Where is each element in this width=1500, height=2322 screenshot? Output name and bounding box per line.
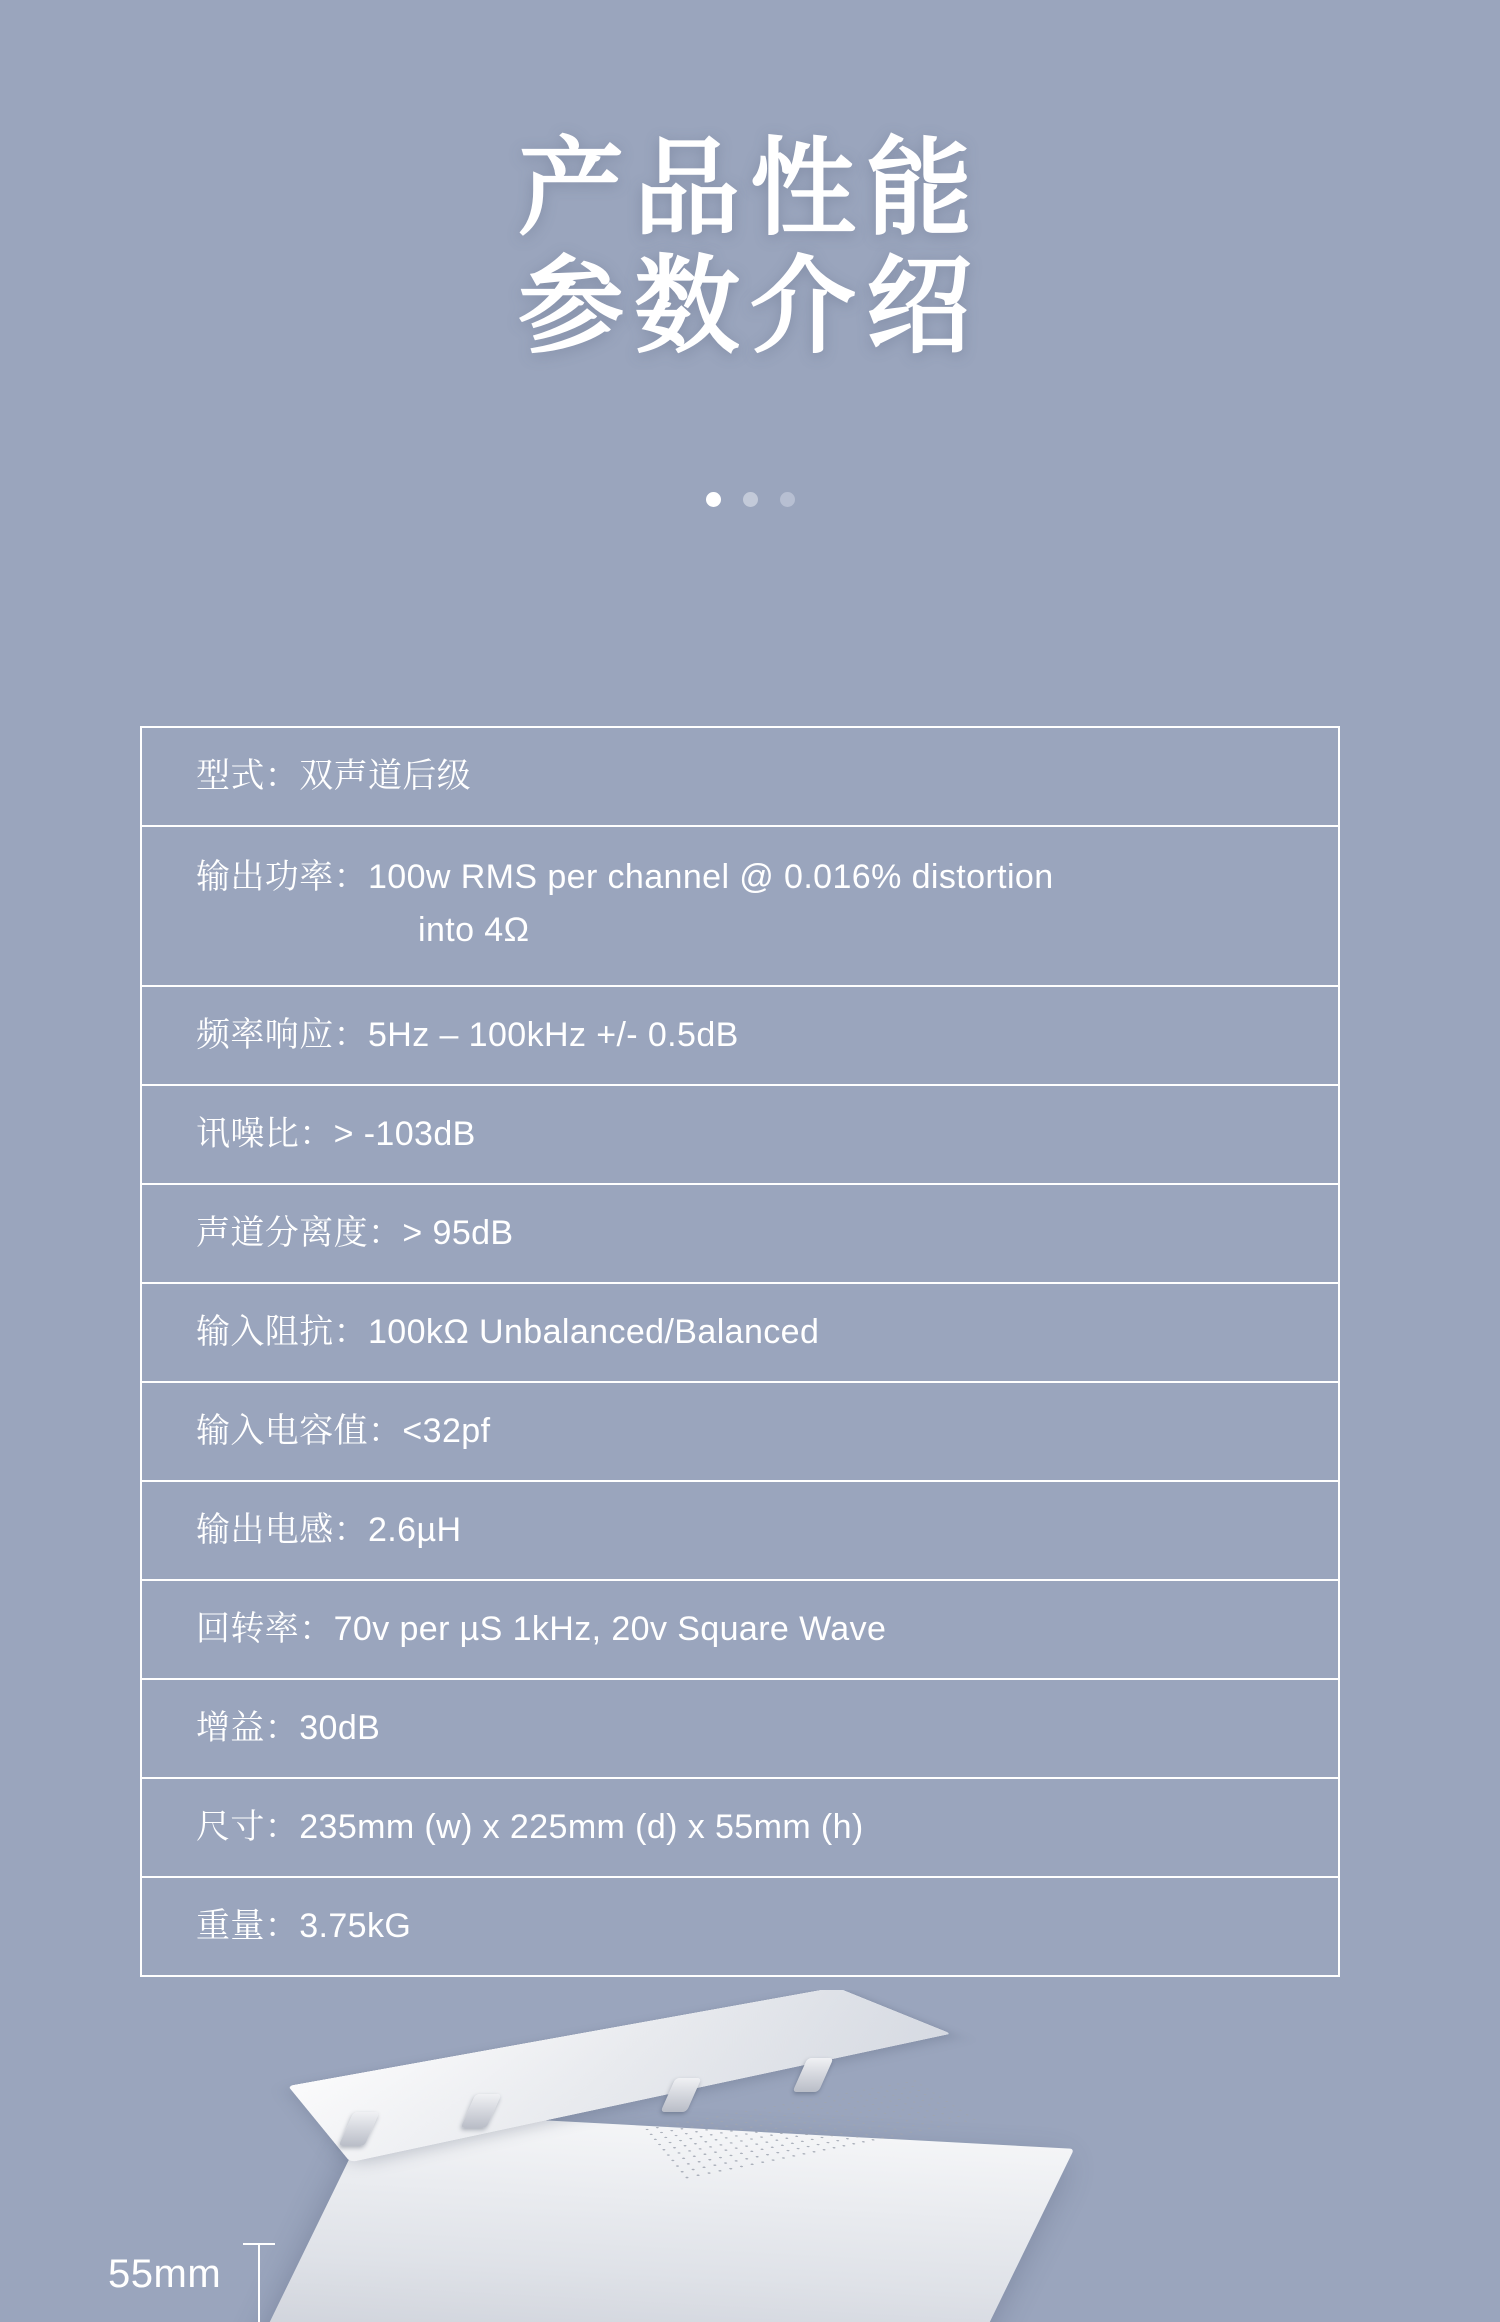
page-title-line-2: 参数介绍 bbox=[518, 248, 982, 366]
table-row bbox=[142, 827, 1338, 987]
spec-label: 声道分离度： bbox=[196, 1214, 403, 1252]
spec-label: 输出电感： bbox=[196, 1511, 368, 1549]
spec-label: 输出功率： bbox=[196, 858, 368, 896]
spec-row-5-text bbox=[196, 1306, 1286, 1359]
spec-label: 型式： bbox=[196, 757, 300, 795]
table-row bbox=[142, 1284, 1338, 1383]
table-row bbox=[142, 1581, 1338, 1680]
specification-table bbox=[140, 726, 1340, 1977]
table-row bbox=[142, 1185, 1338, 1284]
spec-row-2-text bbox=[196, 1009, 1286, 1062]
spec-row-6-text bbox=[196, 1405, 1286, 1458]
spec-value: <32pf bbox=[402, 1412, 491, 1450]
spec-value: > 95dB bbox=[402, 1214, 514, 1252]
spec-row-7-text bbox=[196, 1504, 1286, 1557]
spec-row-4-text bbox=[196, 1207, 1286, 1260]
carousel-dot-3[interactable] bbox=[780, 492, 795, 507]
table-row bbox=[142, 728, 1338, 827]
spec-label: 输入阻抗： bbox=[196, 1313, 368, 1351]
spec-row-1-text bbox=[196, 851, 1286, 904]
spec-label: 输入电容值： bbox=[196, 1412, 403, 1450]
carousel-dot-1[interactable] bbox=[706, 492, 721, 507]
spec-value: 30dB bbox=[299, 1709, 381, 1747]
table-row bbox=[142, 1680, 1338, 1779]
page-title-line-1: 产品性能 bbox=[518, 130, 982, 248]
spec-row-0-text bbox=[196, 750, 1286, 803]
dimension-height-label: 55mm bbox=[108, 2252, 222, 2296]
spec-value-continued: into 4Ω bbox=[418, 911, 530, 949]
spec-value: 100w RMS per channel @ 0.016% distortion bbox=[368, 858, 1054, 896]
dimension-line-icon bbox=[258, 2243, 260, 2322]
spec-row-9-text bbox=[196, 1702, 1286, 1755]
spec-value: > -103dB bbox=[333, 1115, 476, 1153]
spec-value: 3.75kG bbox=[299, 1907, 412, 1945]
table-row bbox=[142, 1878, 1338, 1975]
spec-row-10-text bbox=[196, 1801, 1286, 1854]
spec-row-11-text bbox=[196, 1900, 1286, 1953]
spec-row-3-text bbox=[196, 1108, 1286, 1161]
page-title bbox=[0, 130, 1500, 366]
spec-label: 重量： bbox=[196, 1907, 300, 1945]
table-row bbox=[142, 987, 1338, 1086]
table-row bbox=[142, 1779, 1338, 1878]
spec-value: 235mm (w) x 225mm (d) x 55mm (h) bbox=[299, 1808, 864, 1846]
spec-value: 5Hz – 100kHz +/- 0.5dB bbox=[368, 1016, 739, 1054]
spec-value: 70v per µS 1kHz, 20v Square Wave bbox=[333, 1610, 887, 1648]
product-photo bbox=[0, 1990, 1500, 2322]
table-row bbox=[142, 1383, 1338, 1482]
spec-value: 2.6µH bbox=[368, 1511, 462, 1549]
spec-value: 100kΩ Unbalanced/Balanced bbox=[368, 1313, 820, 1351]
carousel-dot-2[interactable] bbox=[743, 492, 758, 507]
spec-label: 讯噪比： bbox=[196, 1115, 334, 1153]
spec-label: 回转率： bbox=[196, 1610, 334, 1648]
spec-label: 频率响应： bbox=[196, 1016, 368, 1054]
spec-row-8-text bbox=[196, 1603, 1286, 1656]
table-row bbox=[142, 1086, 1338, 1185]
spec-label: 尺寸： bbox=[196, 1808, 300, 1846]
spec-value: 双声道后级 bbox=[299, 757, 472, 795]
carousel-dots bbox=[0, 492, 1500, 507]
table-row bbox=[142, 1482, 1338, 1581]
spec-label: 增益： bbox=[196, 1709, 300, 1747]
